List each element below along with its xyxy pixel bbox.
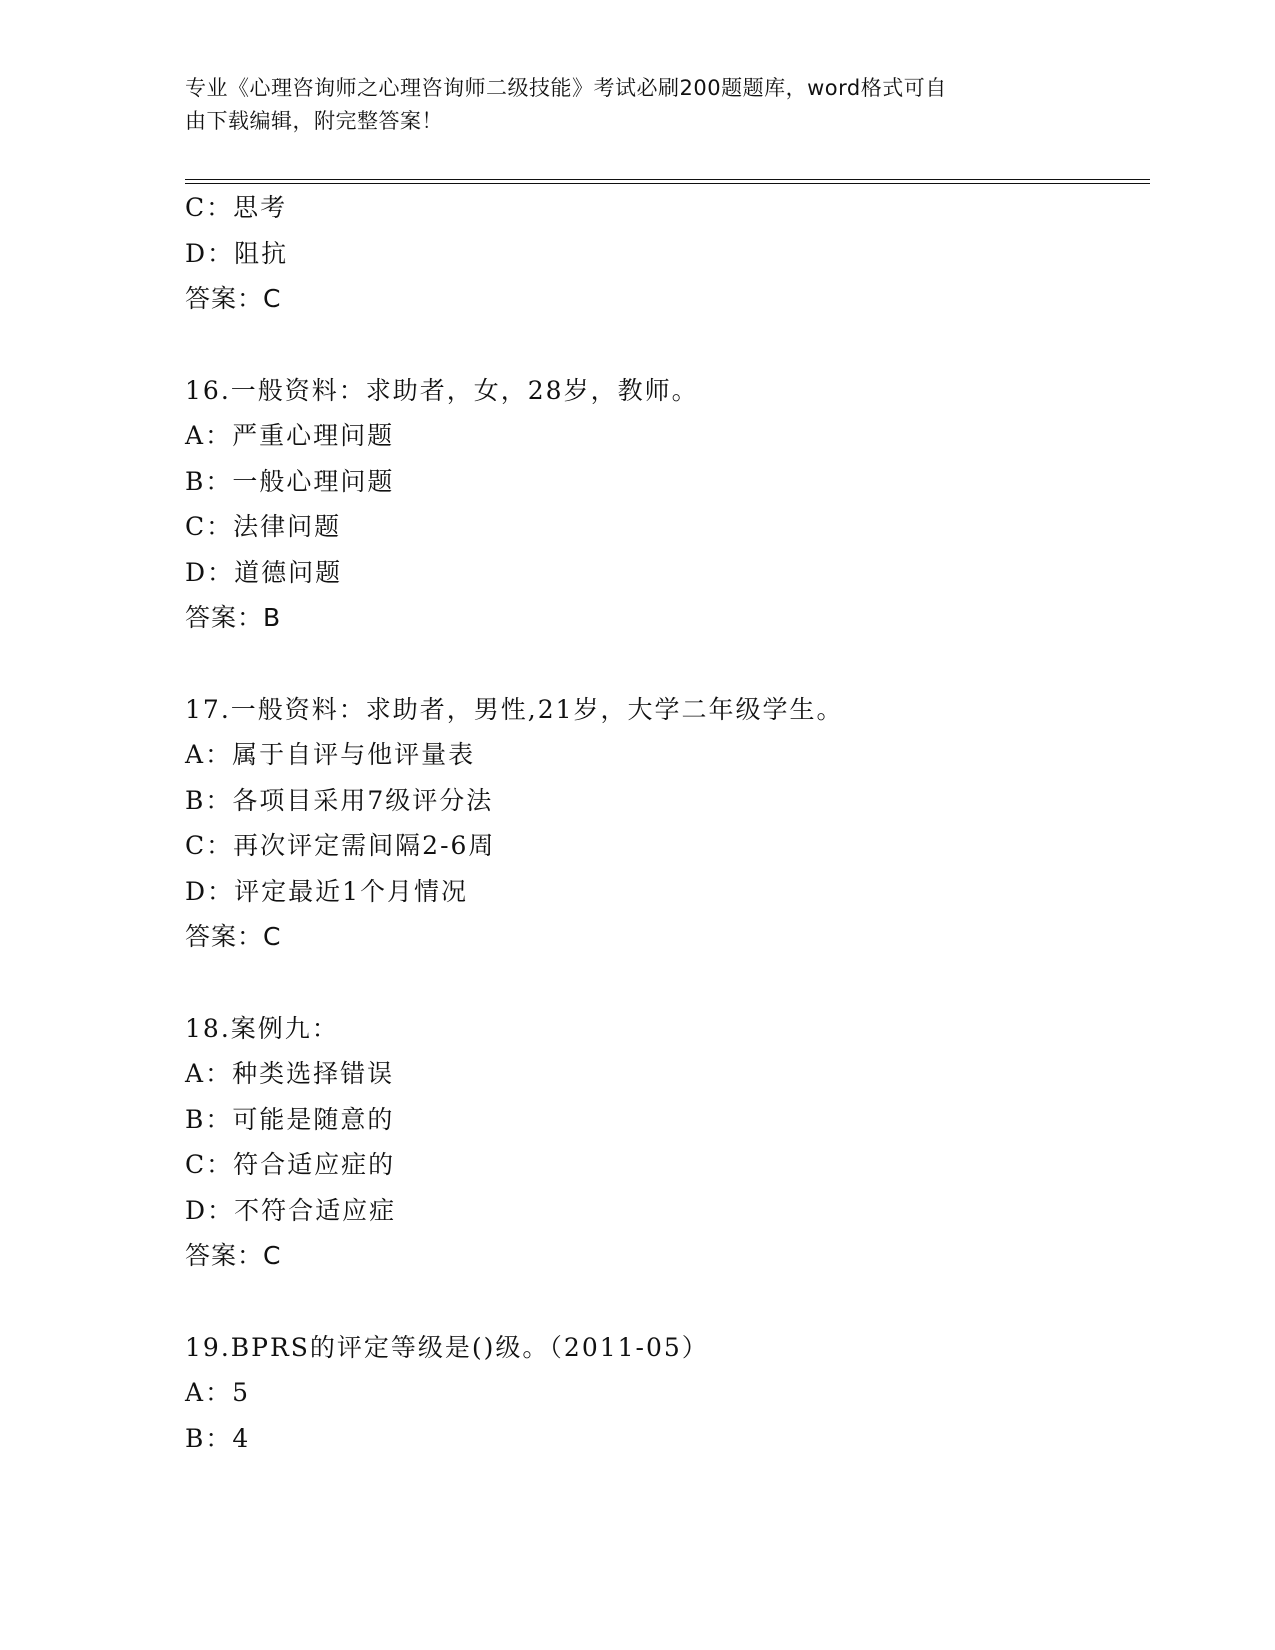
- answer-value: C: [263, 284, 282, 313]
- answer-line: [185, 1233, 1150, 1279]
- option-text: 严重心理问题: [232, 421, 395, 450]
- option-letter: B: [185, 466, 206, 496]
- header-line-2: 由下载编辑，附完整答案！: [185, 109, 443, 133]
- option-letter: C: [185, 512, 207, 541]
- option-letter: D: [185, 1195, 208, 1225]
- option-text: 再次评定需间隔2-6周: [233, 831, 496, 860]
- question-text: BPRS的评定等级是()级。（2011-05）: [230, 1332, 709, 1362]
- question-18: [185, 1006, 1150, 1279]
- option-line: A：严重心理问题: [185, 421, 395, 450]
- question-text: 案例九：: [230, 1013, 339, 1043]
- option-text: 不符合适应症: [234, 1195, 397, 1225]
- option-line: C：再次评定需间隔2-6周: [185, 831, 496, 860]
- question-stem: 16.一般资料：求助者，女，28岁，教师。: [185, 375, 699, 405]
- option-line: B：各项目采用7级评分法: [185, 785, 494, 815]
- question-number: 19: [185, 1332, 221, 1362]
- option-text: 思考: [233, 193, 288, 222]
- question-number: 18: [185, 1013, 221, 1043]
- question-15-continued: [185, 185, 1150, 322]
- option-line: B：4: [185, 1423, 251, 1453]
- option-line: A：种类选择错误: [185, 1059, 395, 1088]
- question-16: [185, 368, 1150, 641]
- option-line: B：可能是随意的: [185, 1104, 395, 1134]
- question-19: [185, 1325, 1150, 1462]
- option-line: A：属于自评与他评量表: [185, 740, 476, 769]
- option-letter: D: [185, 876, 208, 906]
- option-text: 5: [232, 1378, 250, 1407]
- answer-label: 答案：: [185, 1241, 264, 1270]
- option-line: D：道德问题: [185, 557, 343, 587]
- option-line: D：阻抗: [185, 238, 289, 268]
- option-letter: A: [185, 1059, 206, 1088]
- answer-line: [185, 276, 1150, 322]
- option-letter: A: [185, 1378, 206, 1407]
- option-line: D：不符合适应症: [185, 1195, 397, 1225]
- option-letter: D: [185, 557, 208, 587]
- answer-label: 答案：: [185, 603, 264, 632]
- question-number: 16: [185, 375, 221, 405]
- question-17: [185, 687, 1150, 960]
- option-line: D：评定最近1个月情况: [185, 876, 468, 906]
- question-text: 一般资料：求助者，男性,21岁，大学二年级学生。: [230, 694, 844, 724]
- option-text: 道德问题: [234, 557, 343, 587]
- option-letter: B: [185, 785, 206, 815]
- answer-label: 答案：: [185, 922, 264, 951]
- question-list: [185, 185, 1150, 1461]
- option-letter: C: [185, 1150, 207, 1179]
- option-letter: B: [185, 1104, 206, 1134]
- header-rule-bottom: [185, 183, 1150, 184]
- option-text: 一般心理问题: [232, 466, 395, 496]
- option-text: 法律问题: [233, 512, 342, 541]
- option-letter: D: [185, 238, 208, 268]
- document-header: [185, 72, 1065, 138]
- answer-value: C: [263, 1241, 282, 1270]
- question-stem: 18.案例九：: [185, 1013, 339, 1043]
- question-stem: 19.BPRS的评定等级是()级。（2011-05）: [185, 1332, 709, 1362]
- answer-value: B: [263, 603, 282, 632]
- option-text: 种类选择错误: [232, 1059, 395, 1088]
- answer-line: [185, 595, 1150, 641]
- option-line: C：思考: [185, 193, 288, 222]
- option-text: 阻抗: [234, 238, 289, 268]
- option-text: 属于自评与他评量表: [232, 740, 476, 769]
- option-letter: A: [185, 740, 206, 769]
- header-rule-top: [185, 179, 1150, 180]
- option-text: 各项目采用7级评分法: [232, 785, 494, 815]
- option-line: A：5: [185, 1378, 250, 1407]
- option-line: C：法律问题: [185, 512, 342, 541]
- option-text: 符合适应症的: [233, 1150, 396, 1179]
- answer-value: C: [263, 922, 282, 951]
- header-line-1: 专业《心理咨询师之心理咨询师二级技能》考试必刷200题题库，word格式可自: [185, 76, 947, 100]
- answer-line: [185, 914, 1150, 960]
- question-number: 17: [185, 694, 221, 724]
- option-line: C：符合适应症的: [185, 1150, 396, 1179]
- option-letter: C: [185, 831, 207, 860]
- option-text: 评定最近1个月情况: [234, 876, 468, 906]
- option-text: 4: [232, 1423, 251, 1453]
- option-text: 可能是随意的: [232, 1104, 395, 1134]
- question-text: 一般资料：求助者，女，28岁，教师。: [230, 375, 699, 405]
- question-stem: 17.一般资料：求助者，男性,21岁，大学二年级学生。: [185, 694, 844, 724]
- answer-label: 答案：: [185, 284, 264, 313]
- option-letter: B: [185, 1423, 206, 1453]
- option-letter: A: [185, 421, 206, 450]
- option-letter: C: [185, 193, 207, 222]
- option-line: B：一般心理问题: [185, 466, 395, 496]
